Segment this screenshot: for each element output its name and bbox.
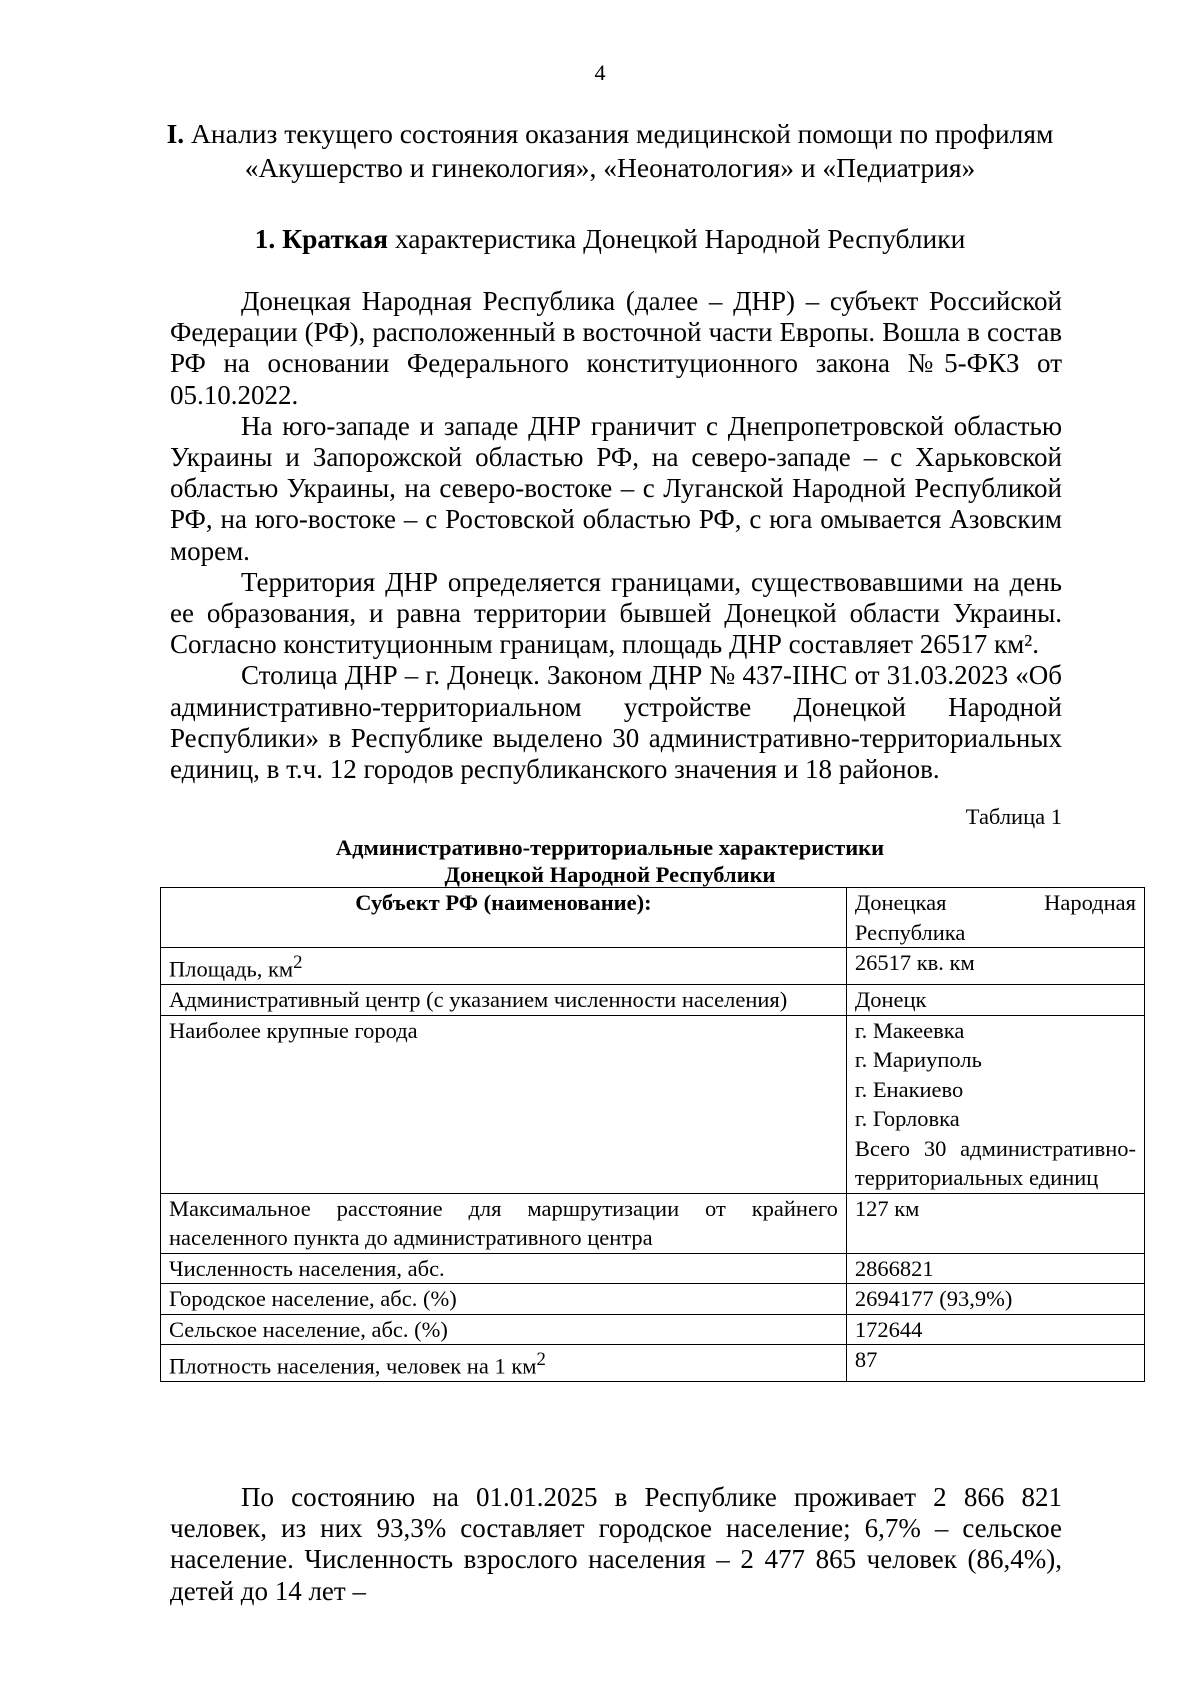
section-number: I.	[166, 118, 185, 149]
table-row	[161, 1253, 1145, 1284]
row-value: 127 км	[846, 1193, 1144, 1253]
row-label: Городское население, абс. (%)	[161, 1284, 847, 1315]
row-value: 26517 кв. км	[846, 948, 1144, 985]
superscript: 2	[536, 1349, 546, 1370]
row-label: Численность населения, абс.	[161, 1253, 847, 1284]
table-header-label: Субъект РФ (наименование):	[161, 888, 847, 948]
row-value: 2694177 (93,9%)	[846, 1284, 1144, 1315]
row-label-text: Плотность населения, человек на 1 км	[169, 1353, 537, 1379]
paragraph: Территория ДНР определяется границами, существовавшими на день ее образования, и равна территории бывшей Донецкой области Украины. Согласно конституционным границам, площадь ДНР составляет 26517 км².	[170, 566, 1062, 660]
table-row	[161, 948, 1145, 985]
row-label	[161, 948, 847, 985]
subsection-title-text: характеристика Донецкой Народной Республики	[394, 223, 966, 254]
paragraph: По состоянию на 01.01.2025 в Республике проживает 2 866 821 человек, из них 93,3% составляет городское население; 6,7% – сельское население. Численность взрослого населения – 2 477 865 человек (86,4%), детей до 14 лет –	[170, 1482, 1062, 1606]
city-item: г. Мариуполь	[854, 1047, 982, 1072]
outro-text	[170, 1482, 1062, 1607]
page-number: 4	[594, 60, 606, 85]
table-header-value-text: Донецкая Народная Республика	[854, 890, 1136, 945]
subsection-number: 1. Краткая	[254, 223, 389, 254]
table-caption: Таблица 1	[965, 804, 1062, 829]
row-label: Максимальное расстояние для маршрутизации от крайнего населенного пункта до административного центра	[161, 1193, 847, 1253]
table-row	[161, 1345, 1145, 1382]
section-title	[160, 117, 1060, 185]
paragraph: Столица ДНР – г. Донецк. Законом ДНР № 437-IIНС от 31.03.2023 «Об административно-территориальном устройстве Донецкой Народной Республики» в Республике выделено 30 административно-территориальных единиц, в т.ч. 12 городов республиканского значения и 18 районов.	[170, 660, 1062, 785]
table-title-line: Донецкой Народной Республики	[444, 862, 776, 887]
city-item: г. Макеевка	[854, 1017, 965, 1043]
subsection-title	[160, 222, 1060, 256]
row-label: Наиболее крупные города	[161, 1015, 847, 1193]
paragraph: Донецкая Народная Республика (далее – ДНР) – субъект Российской Федерации (РФ), расположенный в восточной части Европы. Вошла в состав РФ на основании Федерального конституционного закона №5-ФКЗ от 05.10.2022.	[170, 286, 1062, 410]
row-value	[846, 1015, 1144, 1193]
table-header-value	[846, 888, 1144, 948]
row-value: Донецк	[846, 985, 1144, 1016]
units-total: Всего 30 административно-территориальных единиц	[854, 1135, 1136, 1190]
row-value: 2866821	[846, 1253, 1144, 1284]
row-label	[161, 1345, 847, 1382]
admin-characteristics-table	[160, 887, 1145, 1382]
section-title-text: Анализ текущего состояния оказания медицинской помощи по профилям «Акушерство и гинекология», «Неонатология» и «Педиатрия»	[191, 118, 1054, 183]
row-label-text: Площадь, км	[169, 956, 294, 982]
table-title	[160, 834, 1060, 888]
row-value: 172644	[846, 1314, 1144, 1345]
row-label: Административный центр (с указанием численности населения)	[161, 985, 847, 1016]
table-row	[161, 1015, 1145, 1193]
city-item: г. Енакиево	[854, 1076, 964, 1102]
table-title-line: Административно-территориальные характеристики	[335, 835, 885, 860]
row-label: Сельское население, абс. (%)	[161, 1314, 847, 1345]
row-value: 87	[846, 1345, 1144, 1382]
paragraph: На юго-западе и западе ДНР граничит с Днепропетровской областью Украины и Запорожской областью РФ, на северо-западе – с Харьковской областью Украины, на северо-востоке – с Луганской Народной Республикой РФ, на юго-востоке – с Ростовской областью РФ, с юга омывается Азовским морем.	[170, 410, 1062, 566]
table-row	[161, 985, 1145, 1016]
intro-text	[170, 286, 1062, 785]
city-item: г. Горловка	[854, 1106, 960, 1131]
table-row	[161, 1193, 1145, 1253]
table-row	[161, 1314, 1145, 1345]
table-row	[161, 1284, 1145, 1315]
superscript: 2	[293, 952, 303, 973]
table-header-row	[161, 888, 1145, 948]
